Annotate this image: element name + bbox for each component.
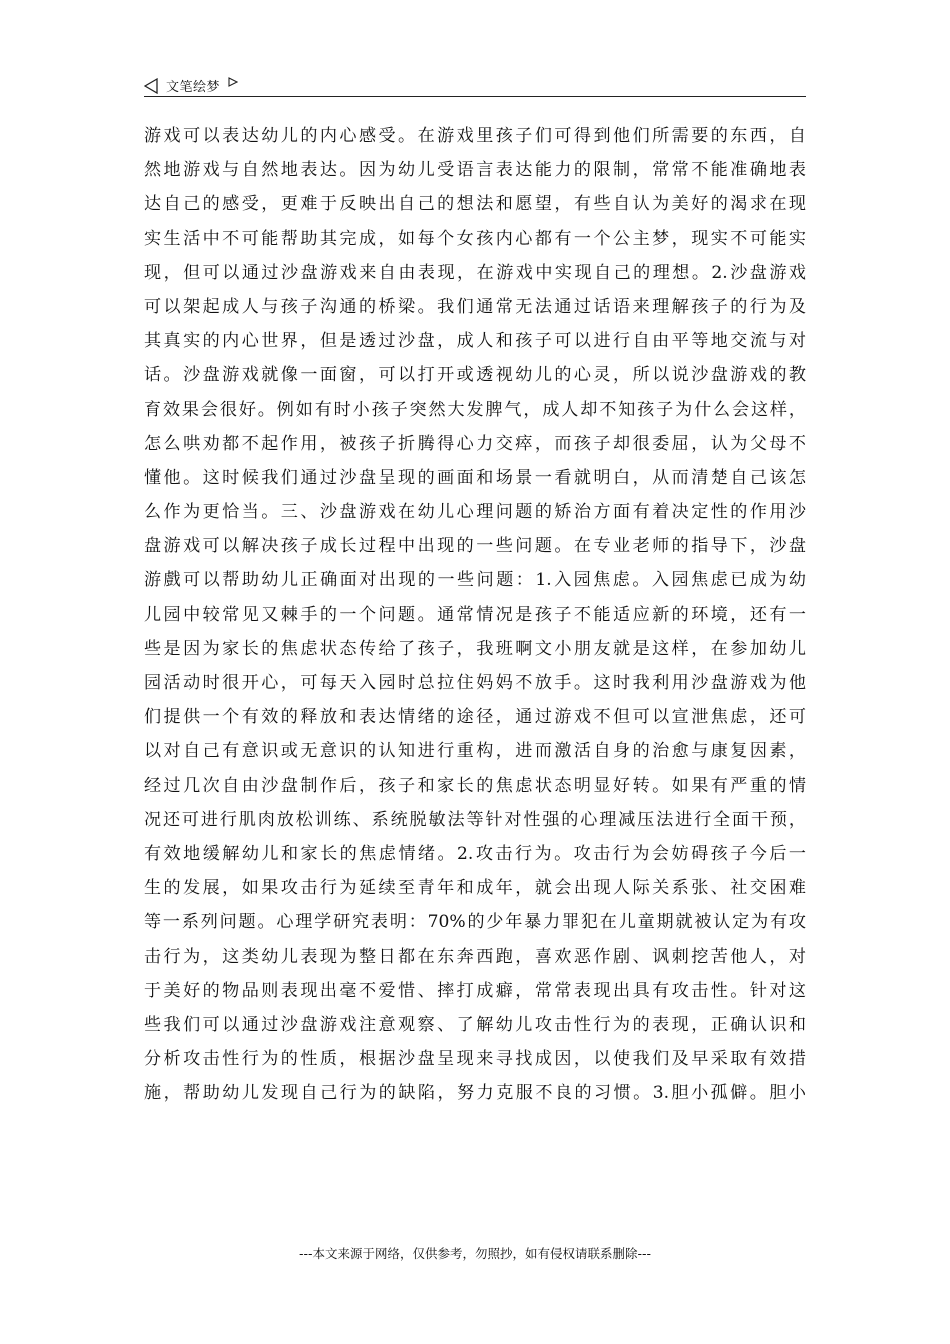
- text-line: 分析攻击性行为的性质，根据沙盘呈现来寻找成因，以使我们及早采取有效措: [144, 1049, 806, 1070]
- text-line: 游戏可以表达幼儿的内心感受。在游戏里孩子们可得到他们所需要的东西，自: [144, 126, 806, 146]
- text-line: 等一系列问题。心理学研究表明：70%的少年暴力罪犯在儿童期就被认定为有攻: [144, 912, 806, 933]
- text-line: 实生活中不可能帮助其完成，如每个女孩内心都有一个公主梦，现实不可能实: [144, 228, 806, 249]
- text-line: 可以架起成人与孩子沟通的桥梁。我们通常无法通过话语来理解孩子的行为及: [144, 296, 806, 317]
- text-line: 以对自己有意识或无意识的认知进行重构，进而激活自身的治愈与康复因素，: [144, 741, 806, 762]
- text-line: 些我们可以通过沙盘游戏注意观察、了解幼儿攻击性行为的表现，正确认识和: [144, 1014, 806, 1035]
- text-line: 话。沙盘游戏就像一面窗，可以打开或透视幼儿的心灵，所以说沙盘游戏的教: [144, 365, 806, 386]
- page-header: [144, 74, 806, 97]
- text-line: 们提供一个有效的释放和表达情绪的途径，通过游戏不但可以宣泄焦虑，还可: [144, 707, 806, 728]
- text-line: 园活动时很开心，可每天入园时总拉住妈妈不放手。这时我利用沙盘游戏为他: [144, 673, 806, 693]
- text-line: 施，帮助幼儿发现自己行为的缺陷，努力克服不良的习惯。3.胆小孤僻。胆小: [144, 1083, 806, 1104]
- text-line: 击行为，这类幼儿表现为整日都在东奔西跑，喜欢恶作剧、讽刺挖苦他人，对: [144, 946, 806, 967]
- text-line: 于美好的物品则表现出毫不爱惜、摔打成癖，常常表现出具有攻击性。针对这: [144, 980, 806, 1001]
- text-line: 然地游戏与自然地表达。因为幼儿受语言表达能力的限制，常常不能准确地表: [144, 160, 806, 181]
- text-line: 盘游戏可以解决孩子成长过程中出现的一些问题。在专业老师的指导下，沙盘: [144, 536, 806, 557]
- text-line: 生的发展，如果攻击行为延续至青年和成年，就会出现人际关系张、社交困难: [144, 878, 806, 899]
- text-line: 经过几次自由沙盘制作后，孩子和家长的焦虑状态明显好转。如果有严重的情: [144, 775, 806, 796]
- text-line: 怎么哄劝都不起作用，被孩子折腾得心力交瘁，而孩子却很委屈，认为父母不: [144, 433, 806, 454]
- text-line: 么作为更恰当。三、沙盘游戏在幼儿心理问题的矫治方面有着决定性的作用沙: [144, 502, 806, 523]
- text-line: 育效果会很好。例如有时小孩子突然大发脾气，成人却不知孩子为什么会这样，: [144, 399, 806, 420]
- body-text: [144, 119, 806, 1110]
- text-line: 儿园中较常见又棘手的一个问题。通常情况是孩子不能适应新的环境，还有一: [144, 604, 806, 625]
- text-line: 游戲可以帮助幼儿正确面对出现的一些问题：1.入园焦虑。入园焦虑已成为幼: [144, 570, 806, 591]
- text-line: 有效地缓解幼儿和家长的焦虑情绪。2.攻击行为。攻击行为会妨碍孩子今后一: [144, 843, 806, 864]
- triangle-left-icon: [144, 78, 158, 92]
- text-line: 现，但可以通过沙盘游戏来自由表现，在游戏中实现自己的理想。2.沙盘游戏: [144, 262, 806, 283]
- header-title: 文笔绘梦: [166, 79, 221, 95]
- text-line: 达自己的感受，更难于反映出自己的想法和愿望，有些自认为美好的渴求在现: [144, 194, 806, 215]
- triangle-right-icon: [228, 77, 238, 87]
- text-line: 些是因为家长的焦虑状态传给了孩子，我班啊文小朋友就是这样，在参加幼儿: [144, 638, 806, 659]
- text-line: 况还可进行肌肉放松训练、系统脱敏法等针对性强的心理减压法进行全面干预，: [144, 809, 806, 830]
- text-line: 其真实的内心世界，但是透过沙盘，成人和孩子可以进行自由平等地交流与对: [144, 331, 806, 352]
- footer-disclaimer: ---本文来源于网络，仅供参考，勿照抄，如有侵权请联系删除---: [298, 1246, 652, 1261]
- text-line: 懂他。这时候我们通过沙盘呈现的画面和场景一看就明白，从而清楚自己该怎: [144, 467, 806, 488]
